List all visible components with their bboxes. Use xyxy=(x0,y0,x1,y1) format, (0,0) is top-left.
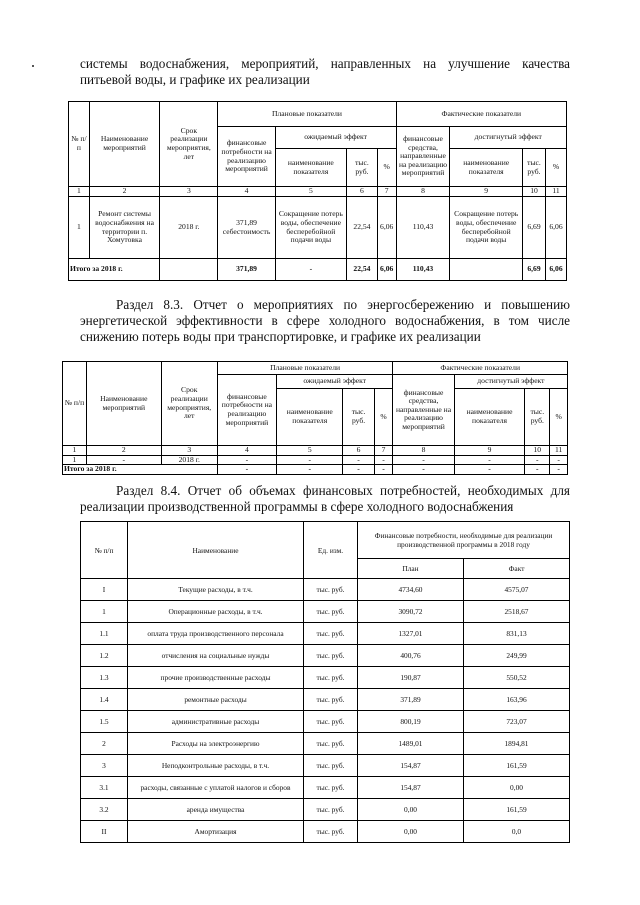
row-fact: 0,0 xyxy=(464,821,570,843)
row-name: ремонтные расходы xyxy=(128,689,304,711)
row-plan: 1489,01 xyxy=(358,733,464,755)
row-c6: - xyxy=(343,455,374,465)
fact-pct-header: % xyxy=(546,149,567,187)
measures-table xyxy=(68,101,567,281)
col-num: 3 xyxy=(161,446,217,456)
table-row xyxy=(81,755,570,777)
row-name: - xyxy=(86,455,161,465)
plan-effect-header: ожидаемый эффект xyxy=(275,127,396,149)
total-term xyxy=(160,259,218,281)
table-row xyxy=(81,623,570,645)
col-num: 9 xyxy=(454,446,525,456)
plan-pct-header: % xyxy=(374,389,393,446)
section-8-4-text: Раздел 8.4. Отчет об объемах финансовых потребностей, необходимых для реализации производственной программы в сфере холодного водоснабжения xyxy=(80,483,570,514)
table-row xyxy=(81,821,570,843)
table-row xyxy=(81,645,570,667)
col-name: Наименование мероприятий xyxy=(89,102,159,187)
col-name: Наименование мероприятий xyxy=(86,362,161,446)
fact-rub-header: тыс. руб. xyxy=(525,389,550,446)
table-row xyxy=(81,689,570,711)
plan-rub-header: тыс. руб. xyxy=(347,149,378,187)
plan-ind-header: наименование показателя xyxy=(275,149,346,187)
row-name: расходы, связанные с уплатой налогов и сборов xyxy=(128,777,304,799)
total-c5: - xyxy=(277,465,343,475)
row-unit: тыс. руб. xyxy=(304,711,358,733)
fact-rub-header: тыс. руб. xyxy=(522,149,545,187)
table-row xyxy=(81,711,570,733)
col-num: 1 xyxy=(63,446,87,456)
row-name: аренда имущества xyxy=(128,799,304,821)
fact-pct-header: % xyxy=(550,389,568,446)
row-no: II xyxy=(81,821,128,843)
col-no: № п/п xyxy=(63,362,87,446)
col-name: Наименование xyxy=(128,522,304,579)
total-c8: - xyxy=(393,465,454,475)
col-num: 8 xyxy=(396,187,450,197)
plan-rub-header: тыс. руб. xyxy=(343,389,374,446)
table-row xyxy=(81,667,570,689)
row-c4: - xyxy=(217,455,276,465)
table-row xyxy=(81,579,570,601)
table-row xyxy=(63,455,568,465)
col-unit: Ед. изм. xyxy=(304,522,358,579)
fact-effect-header: достигнутый эффект xyxy=(450,127,567,149)
financial-needs-table xyxy=(80,521,570,843)
row-plan-pct: 6,06 xyxy=(377,197,396,259)
row-plan-fin: 371,89 себестоимость xyxy=(218,197,275,259)
row-no: I xyxy=(81,579,128,601)
row-unit: тыс. руб. xyxy=(304,777,358,799)
total-plan-fin: 371,89 xyxy=(218,259,275,281)
row-name: Неподконтрольные расходы, в т.ч. xyxy=(128,755,304,777)
col-num: 6 xyxy=(347,187,378,197)
table-row xyxy=(81,799,570,821)
row-term: 2018 г. xyxy=(160,197,218,259)
col-num: 2 xyxy=(86,446,161,456)
row-no: 3.1 xyxy=(81,777,128,799)
total-c6: - xyxy=(343,465,374,475)
row-fact: 0,00 xyxy=(464,777,570,799)
row-fact: 1894,81 xyxy=(464,733,570,755)
col-term: Срок реализации мероприятия, лет xyxy=(161,362,217,446)
row-unit: тыс. руб. xyxy=(304,579,358,601)
row-name: прочие производственные расходы xyxy=(128,667,304,689)
row-fact: 4575,07 xyxy=(464,579,570,601)
fact-ind-header: наименование показателя xyxy=(454,389,525,446)
row-fact: 161,59 xyxy=(464,755,570,777)
col-num: 7 xyxy=(374,446,393,456)
row-plan: 154,87 xyxy=(358,777,464,799)
row-fact: 163,96 xyxy=(464,689,570,711)
col-num: 5 xyxy=(275,187,346,197)
row-fact: 723,07 xyxy=(464,711,570,733)
col-num: 4 xyxy=(218,187,275,197)
plan-effect-header: ожидаемый эффект xyxy=(277,375,393,389)
row-name: Амортизация xyxy=(128,821,304,843)
row-name: Операционные расходы, в т.ч. xyxy=(128,601,304,623)
total-fact-ind xyxy=(450,259,523,281)
row-c11: - xyxy=(550,455,568,465)
col-num: 5 xyxy=(277,446,343,456)
row-no: 1 xyxy=(81,601,128,623)
row-fact-rub: 6,69 xyxy=(522,197,545,259)
row-name: оплата труда производственного персонала xyxy=(128,623,304,645)
total-c11: - xyxy=(550,465,568,475)
fact-fin-header: финансовые средства, направленные на реализацию мероприятий xyxy=(396,127,450,187)
row-c5: - xyxy=(277,455,343,465)
row-plan: 190,87 xyxy=(358,667,464,689)
row-c8: - xyxy=(393,455,454,465)
energy-measures-table xyxy=(62,361,568,475)
fact-ind-header: наименование показателя xyxy=(450,149,523,187)
table-row xyxy=(81,777,570,799)
table-row xyxy=(81,733,570,755)
plan-pct-header: % xyxy=(377,149,396,187)
col-num: 3 xyxy=(160,187,218,197)
col-term: Срок реализации мероприятия, лет xyxy=(160,102,218,187)
col-num: 8 xyxy=(393,446,454,456)
row-fact: 550,52 xyxy=(464,667,570,689)
fact-header: Фактические показатели xyxy=(396,102,566,127)
plan-header: Плановые показатели xyxy=(217,362,393,375)
col-num: 10 xyxy=(522,187,545,197)
plan-header: Плановые показатели xyxy=(218,102,396,127)
total-c9: - xyxy=(454,465,525,475)
table-row xyxy=(69,197,567,259)
row-fact: 2518,67 xyxy=(464,601,570,623)
intro-text: системы водоснабжения, мероприятий, направленных на улучшение качества питьевой воды, и графике их реализации xyxy=(80,56,570,87)
total-fact-fin: 110,43 xyxy=(396,259,450,281)
column-numbers-row xyxy=(63,446,568,456)
row-plan: 154,87 xyxy=(358,755,464,777)
total-label: Итого за 2018 г. xyxy=(63,465,218,475)
col-num: 10 xyxy=(525,446,550,456)
row-no: 3.2 xyxy=(81,799,128,821)
plan-fin-header: финансовые потребности на реализацию мероприятий xyxy=(218,127,275,187)
row-c9: - xyxy=(454,455,525,465)
row-unit: тыс. руб. xyxy=(304,755,358,777)
col-no: № п/п xyxy=(81,522,128,579)
row-no: 1.4 xyxy=(81,689,128,711)
col-num: 2 xyxy=(89,187,159,197)
col-no: № п/п xyxy=(69,102,90,187)
row-unit: тыс. руб. xyxy=(304,799,358,821)
row-unit: тыс. руб. xyxy=(304,667,358,689)
col-num: 11 xyxy=(546,187,567,197)
col-num: 6 xyxy=(343,446,374,456)
row-fact-ind: Сокращение потерь воды, обеспечение бесперебойной подачи воды xyxy=(450,197,523,259)
total-plan-pct: 6,06 xyxy=(377,259,396,281)
total-label: Итого за 2018 г. xyxy=(69,259,160,281)
row-no: 3 xyxy=(81,755,128,777)
row-c7: - xyxy=(374,455,393,465)
col-num: 7 xyxy=(377,187,396,197)
row-plan: 1327,01 xyxy=(358,623,464,645)
row-no: 1.3 xyxy=(81,667,128,689)
section-8-3-text: Раздел 8.3. Отчет о мероприятиях по энергосбережению и повышению энергетической эффективности в сфере холодного водоснабжения, в том числе снижению потерь воды при транспортировке, и графике их реализации xyxy=(80,297,570,344)
col-num: 1 xyxy=(69,187,90,197)
col-num: 11 xyxy=(550,446,568,456)
row-plan: 0,00 xyxy=(358,821,464,843)
row-fact-fin: 110,43 xyxy=(396,197,450,259)
row-fact: 249,99 xyxy=(464,645,570,667)
total-plan-rub: 22,54 xyxy=(347,259,378,281)
row-no: 1 xyxy=(69,197,90,259)
col-plan: План xyxy=(358,559,464,579)
total-c4: - xyxy=(217,465,276,475)
scan-speck xyxy=(32,65,34,67)
row-unit: тыс. руб. xyxy=(304,601,358,623)
row-plan: 371,89 xyxy=(358,689,464,711)
row-name: административные расходы xyxy=(128,711,304,733)
row-fact-pct: 6,06 xyxy=(546,197,567,259)
plan-fin-header: финансовые потребности на реализацию мероприятий xyxy=(217,375,276,446)
plan-ind-header: наименование показателя xyxy=(277,389,343,446)
row-unit: тыс. руб. xyxy=(304,733,358,755)
row-plan-ind: Сокращение потерь воды, обеспечение бесперебойной подачи воды xyxy=(275,197,346,259)
total-plan-ind: - xyxy=(275,259,346,281)
row-no: 1.1 xyxy=(81,623,128,645)
row-plan: 3090,72 xyxy=(358,601,464,623)
fact-header: Фактические показатели xyxy=(393,362,568,375)
row-c10: - xyxy=(525,455,550,465)
row-plan: 400,76 xyxy=(358,645,464,667)
fact-effect-header: достигнутый эффект xyxy=(454,375,567,389)
row-no: 1 xyxy=(63,455,87,465)
row-plan: 800,19 xyxy=(358,711,464,733)
total-c7: - xyxy=(374,465,393,475)
col-fact: Факт xyxy=(464,559,570,579)
row-no: 1.5 xyxy=(81,711,128,733)
row-fact: 831,13 xyxy=(464,623,570,645)
total-row xyxy=(63,465,568,475)
row-name: Расходы на электроэнергию xyxy=(128,733,304,755)
row-plan-rub: 22,54 xyxy=(347,197,378,259)
row-unit: тыс. руб. xyxy=(304,689,358,711)
row-no: 1.2 xyxy=(81,645,128,667)
col-num: 9 xyxy=(450,187,523,197)
column-numbers-row xyxy=(69,187,567,197)
row-plan: 4734,60 xyxy=(358,579,464,601)
row-name: Ремонт системы водоснабжения на территории п. Хомутовка xyxy=(89,197,159,259)
row-name: отчисления на социальные нужды xyxy=(128,645,304,667)
row-unit: тыс. руб. xyxy=(304,645,358,667)
row-unit: тыс. руб. xyxy=(304,821,358,843)
row-unit: тыс. руб. xyxy=(304,623,358,645)
fact-fin-header: финансовые средства, направленные на реализацию мероприятий xyxy=(393,375,454,446)
total-fact-rub: 6,69 xyxy=(522,259,545,281)
total-row xyxy=(69,259,567,281)
row-fact: 161,59 xyxy=(464,799,570,821)
row-term: 2018 г. xyxy=(161,455,217,465)
col-fin: Финансовые потребности, необходимые для реализации производственной программы в 2018 году xyxy=(358,522,570,559)
col-num: 4 xyxy=(217,446,276,456)
row-plan: 0,00 xyxy=(358,799,464,821)
row-no: 2 xyxy=(81,733,128,755)
total-c10: - xyxy=(525,465,550,475)
row-name: Текущие расходы, в т.ч. xyxy=(128,579,304,601)
table-row xyxy=(81,601,570,623)
total-fact-pct: 6,06 xyxy=(546,259,567,281)
